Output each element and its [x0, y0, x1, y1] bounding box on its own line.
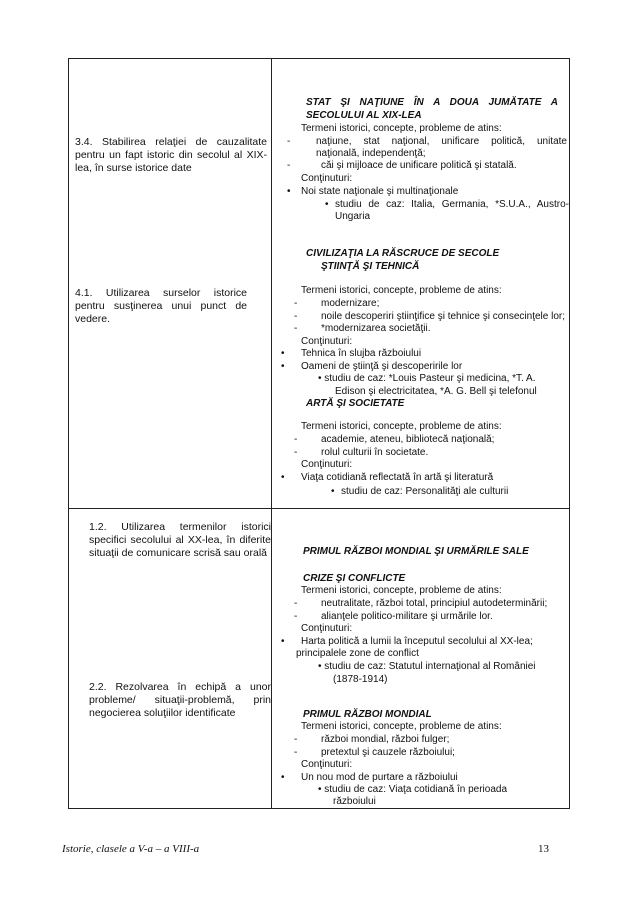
- termeni-label: Termeni istorici, concepte, probleme de atins:: [301, 123, 502, 134]
- bullet-marker: •: [281, 361, 285, 372]
- bullet-marker: •: [281, 772, 285, 783]
- competency-2-2: 2.2. Rezolvarea în echipă a unor probleme/ situaţii-problemă, prin negocierea soluţiilor identificate: [89, 681, 271, 719]
- term-item: *modernizarea societăţii.: [321, 323, 431, 334]
- dash-marker: -: [287, 160, 291, 171]
- term-item: căi şi mijloace de unificare politică şi statală.: [321, 160, 517, 171]
- dash-marker: -: [294, 447, 298, 458]
- section-title-crize: CRIZE ŞI CONFLICTE: [303, 573, 406, 584]
- content-item: Un nou mod de purtare a războiului: [301, 772, 458, 783]
- dash-marker: -: [294, 323, 298, 334]
- termeni-label: Termeni istorici, concepte, probleme de atins:: [301, 421, 502, 432]
- dash-marker: -: [294, 298, 298, 309]
- dot-bullet-marker: •: [331, 486, 335, 497]
- term-item-cont: naţională, independenţă;: [316, 148, 426, 159]
- bullet-marker: •: [281, 472, 285, 483]
- case-study-cont: Edison şi electricitatea, *A. G. Bell şi telefonul: [335, 386, 537, 397]
- term-item: pretextul şi cauzele războiului;: [321, 747, 455, 758]
- content-item-cont: principalele zone de conflict: [296, 648, 419, 659]
- term-item: naţiune, stat naţional, unificare politică, unitate: [316, 136, 567, 147]
- dash-marker: -: [294, 734, 298, 745]
- content-item: Tehnica în slujba războiului: [301, 348, 422, 359]
- term-item: alianţele politico-militare şi urmările lor.: [321, 611, 493, 622]
- competency-1-2: 1.2. Utilizarea termenilor istorici specifici secolului al XX-lea, în diferite situaţii de comunicare scrisă sau orală: [89, 521, 271, 559]
- term-item: academie, ateneu, bibliotecă naţională;: [321, 434, 495, 445]
- case-study: • studiu de caz: *Louis Pasteur şi medicina, *T. A.: [318, 373, 536, 384]
- dash-marker: -: [294, 598, 298, 609]
- competency-3-4: 3.4. Stabilirea relaţiei de cauzalitate pentru un fapt istoric din secolul al XIX-lea, în surse istorice date: [75, 136, 267, 174]
- bullet-marker: •: [287, 186, 291, 197]
- section-title-primul-razboi: PRIMUL RĂZBOI MONDIAL: [303, 709, 432, 720]
- case-study: studiu de caz: Personalităţi ale culturii: [341, 486, 509, 497]
- term-item: război mondial, război fulger;: [321, 734, 450, 745]
- term-item: rolul culturii în societate.: [321, 447, 429, 458]
- bullet-marker: •: [281, 348, 285, 359]
- bullet-marker: •: [281, 636, 285, 647]
- section-title-stat: STAT ŞI NAŢIUNE ÎN A DOUA JUMĂTATE A: [306, 97, 558, 108]
- dash-marker: -: [294, 434, 298, 445]
- curriculum-table: [68, 58, 570, 809]
- dash-marker: -: [287, 136, 291, 147]
- dash-marker: -: [294, 311, 298, 322]
- case-study-cont: (1878-1914): [333, 674, 388, 685]
- section-title-primul-razboi-urmari: PRIMUL RĂZBOI MONDIAL ŞI URMĂRILE SALE: [303, 546, 529, 557]
- dash-marker: -: [294, 611, 298, 622]
- content-item: Viaţa cotidiană reflectată în artă şi literatură: [301, 472, 494, 483]
- termeni-label: Termeni istorici, concepte, probleme de atins:: [301, 585, 502, 596]
- column-divider: [271, 59, 272, 808]
- content-item: Noi state naţionale şi multinaţionale: [301, 186, 459, 197]
- page-number: 13: [538, 843, 549, 855]
- case-study-cont: Ungaria: [335, 211, 371, 222]
- termeni-label: Termeni istorici, concepte, probleme de atins:: [301, 721, 502, 732]
- case-study: studiu de caz: Italia, Germania, *S.U.A., Austro-: [335, 199, 569, 210]
- dot-bullet-marker: •: [325, 199, 329, 210]
- section-title-stiinta: ŞTIINŢĂ ŞI TEHNICĂ: [321, 261, 420, 272]
- content-item: Oameni de ştiinţă şi descoperirile lor: [301, 361, 463, 372]
- term-item: noile descoperiri ştiinţifice şi tehnice şi consecinţele lor;: [321, 311, 566, 322]
- termeni-label: Termeni istorici, concepte, probleme de atins:: [301, 285, 502, 296]
- dash-marker: -: [294, 747, 298, 758]
- continuturi-label: Conţinuturi:: [301, 459, 353, 470]
- section-title-civilizatia: CIVILIZAŢIA LA RĂSCRUCE DE SECOLE: [306, 248, 500, 259]
- continuturi-label: Conţinuturi:: [301, 623, 353, 634]
- continuturi-label: Conţinuturi:: [301, 336, 353, 347]
- continuturi-label: Conţinuturi:: [301, 759, 353, 770]
- competency-4-1: 4.1. Utilizarea surselor istorice pentru susţinerea unui punct de vedere.: [75, 287, 247, 325]
- content-item: Harta politică a lumii la începutul secolului al XX-lea;: [301, 636, 533, 647]
- section-title-arta: ARTĂ ŞI SOCIETATE: [306, 398, 405, 409]
- term-item: neutralitate, război total, principiul autodeterminării;: [321, 598, 548, 609]
- section-title-stat-2: SECOLULUI AL XIX-LEA: [306, 110, 422, 121]
- case-study: • studiu de caz: Statutul internaţional al României: [318, 661, 536, 672]
- case-study: • studiu de caz: Viaţa cotidiană în perioada: [318, 784, 507, 795]
- term-item: modernizare;: [321, 298, 380, 309]
- continuturi-label: Conţinuturi:: [301, 173, 353, 184]
- footer-title: Istorie, clasele a V-a – a VIII-a: [62, 843, 200, 855]
- row-divider: [69, 508, 569, 509]
- case-study-cont: războiului: [333, 796, 376, 807]
